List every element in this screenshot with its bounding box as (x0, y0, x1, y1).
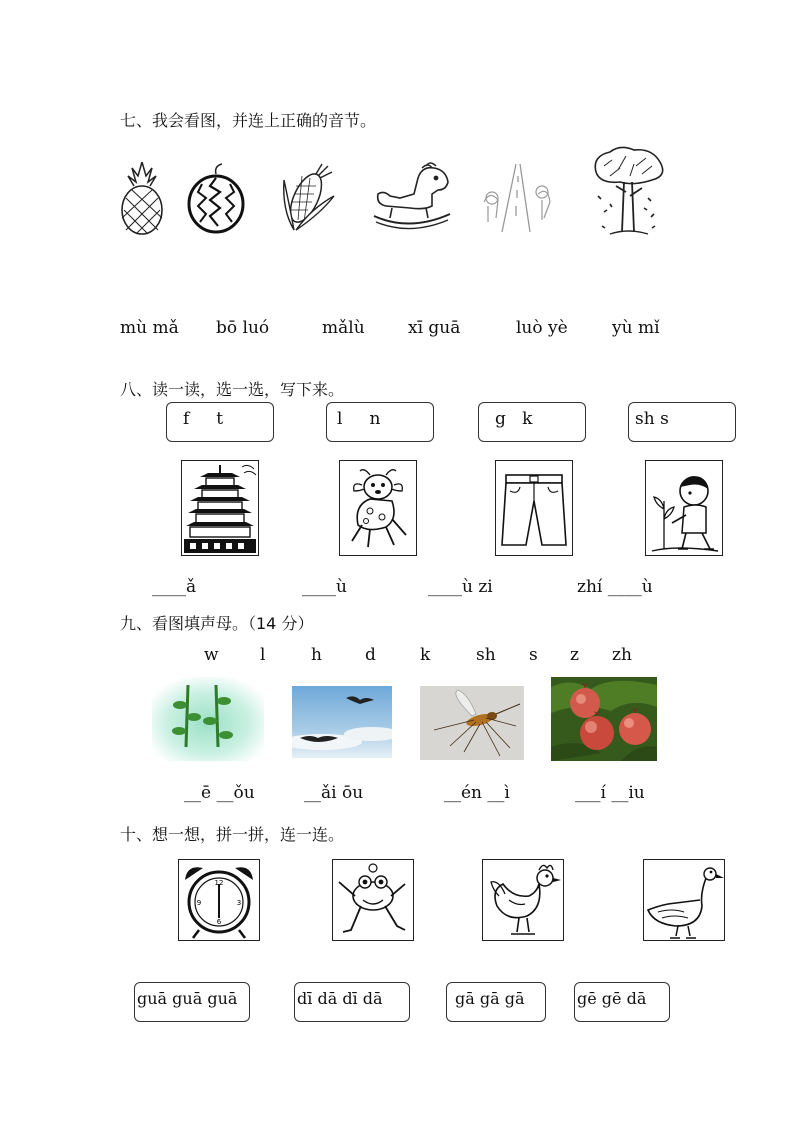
q10-title: 十、想一想，拼一拼，连一连。 (120, 825, 345, 844)
q9-letter-zh: zh (612, 645, 632, 665)
pants-icon (495, 460, 573, 556)
q7-pinyin-1[interactable]: mù mǎ (120, 318, 179, 338)
q7-title: 七、我会看图，并连上正确的音节。 (120, 111, 377, 130)
seagulls-photo (292, 686, 392, 758)
q9-letter-w: w (204, 645, 219, 665)
q8-option-4: sh s (635, 409, 669, 429)
rocking-horse-icon (370, 160, 454, 234)
q8-title: 八、读一读，选一选，写下来。 (120, 380, 345, 399)
frog-icon (332, 859, 414, 941)
goose-icon (643, 859, 725, 941)
q9-blank-4[interactable]: ___í __iu (575, 783, 645, 803)
q7-pinyin-6[interactable]: yù mǐ (612, 318, 660, 338)
q8-option-3: g k (495, 409, 533, 429)
svg-text:3: 3 (236, 899, 242, 907)
falling-leaves-tree-icon (590, 146, 666, 238)
q9-title: 九、看图填声母。（14 分） (120, 614, 314, 633)
q10-option-box-3[interactable] (446, 982, 546, 1022)
lotus-root-icon (152, 677, 264, 761)
q8-option-box-1[interactable] (166, 402, 274, 442)
q7-pinyin-4[interactable]: xī guā (408, 318, 461, 338)
q8-blank-2[interactable]: ____ù (302, 577, 347, 597)
q10-option-box-4[interactable] (574, 982, 670, 1022)
q9-blank-3[interactable]: __én __ì (444, 783, 510, 803)
q8-option-box-3[interactable] (478, 402, 586, 442)
road-icon (482, 162, 552, 234)
q9-blank-2[interactable]: __ǎi ōu (304, 783, 364, 803)
q10-option-2: dī dā dī dā (297, 989, 383, 1008)
pomegranate-photo (551, 677, 657, 761)
pagoda-icon (181, 460, 259, 556)
q10-option-1: guā guā guā (137, 989, 238, 1008)
alarm-clock-icon (178, 859, 260, 941)
q10-option-box-1[interactable] (134, 982, 250, 1022)
q7-pinyin-2[interactable]: bō luó (216, 318, 270, 338)
q9-letter-sh: sh (476, 645, 496, 665)
q9-letter-d: d (365, 645, 376, 665)
q9-letter-z: z (570, 645, 579, 665)
q9-letter-k: k (420, 645, 431, 665)
q8-blank-1[interactable]: ____ǎ (152, 577, 197, 597)
svg-text:9: 9 (196, 899, 202, 907)
deer-icon (339, 460, 417, 556)
q10-option-box-2[interactable] (294, 982, 410, 1022)
q8-blank-4[interactable]: zhí ____ù (577, 577, 653, 597)
q7-pinyin-5[interactable]: luò yè (516, 318, 568, 338)
q8-blank-3[interactable]: ____ù zi (428, 577, 493, 597)
q8-option-2: l n (337, 409, 381, 429)
q10-option-3: gā gā gā (455, 989, 525, 1008)
chicken-icon (482, 859, 564, 941)
q9-blank-1[interactable]: __ē __ǒu (184, 783, 255, 803)
pineapple-icon (118, 160, 166, 236)
corn-icon (276, 160, 338, 234)
q9-letter-h: h (311, 645, 322, 665)
q9-letter-s: s (529, 645, 538, 665)
q9-letter-l: l (260, 645, 266, 665)
q8-option-box-4[interactable] (628, 402, 736, 442)
q8-option-box-2[interactable] (326, 402, 434, 442)
svg-text:6: 6 (216, 918, 222, 926)
svg-text:12: 12 (214, 879, 224, 887)
q8-option-1: f t (183, 409, 224, 429)
watermelon-icon (186, 162, 246, 234)
q10-option-4: gē gē dā (577, 989, 647, 1008)
boy-planting-icon (645, 460, 723, 556)
q7-pinyin-3[interactable]: mǎlù (322, 318, 365, 338)
mosquito-photo (420, 686, 524, 760)
